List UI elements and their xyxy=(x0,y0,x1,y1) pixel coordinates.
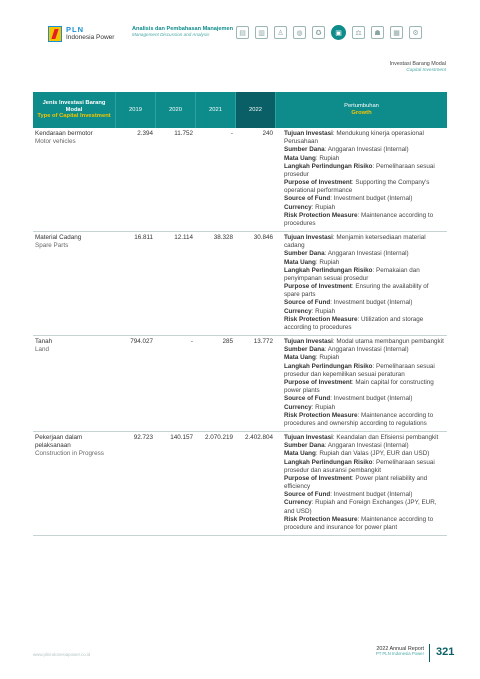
website-url[interactable]: www.plnindonesiapower.co.id xyxy=(33,652,91,657)
growth-line xyxy=(284,259,445,267)
growth-text: : Maintenance according to procedures and ownership according to regulations xyxy=(284,411,434,427)
growth-line xyxy=(284,308,445,316)
logo-subtitle: Indonesia Power xyxy=(66,33,115,41)
growth-label: Sumber Dana xyxy=(284,146,325,154)
growth-line xyxy=(284,395,445,403)
table-row xyxy=(33,232,447,336)
growth-label: Mata Uang xyxy=(284,258,316,266)
growth-cell xyxy=(276,128,447,231)
growth-label: Tujuan Investasi xyxy=(284,130,333,137)
company-logo[interactable] xyxy=(48,26,114,42)
value-cell-2022: 13.772 xyxy=(253,338,273,346)
type-name-id: Tanah xyxy=(35,338,53,346)
report-title xyxy=(376,646,424,657)
pln-logo-icon xyxy=(48,26,62,42)
growth-label: Langkah Perlindungan Risiko xyxy=(284,362,373,370)
type-name-en: Construction in Progress xyxy=(35,450,104,458)
type-cell xyxy=(33,232,116,335)
seal-icon[interactable]: ✪ xyxy=(312,26,325,39)
growth-line xyxy=(284,434,445,442)
growth-text: : Keandalan dan Efisiensi pembangkit xyxy=(332,434,439,442)
subheader-en: Capital Investment xyxy=(406,67,446,73)
subheader-id: Investasi Barang Modal xyxy=(389,61,446,67)
document-icon[interactable]: ▤ xyxy=(236,26,249,39)
header-growth-id: Pertumbuhan xyxy=(344,103,379,110)
growth-text: : Anggaran Investasi (Internal) xyxy=(324,442,409,450)
type-cell xyxy=(33,128,116,231)
growth-label: Purpose of Investment xyxy=(284,474,352,482)
growth-line xyxy=(284,250,445,258)
growth-text: : Anggaran Investasi (Internal) xyxy=(324,146,409,154)
growth-text: : Rupiah xyxy=(311,307,336,315)
type-name-id: Pekerjaan dalam pelaksanaan xyxy=(35,434,83,450)
value-cell-2020: 11.752 xyxy=(174,130,193,137)
growth-cell xyxy=(276,232,447,335)
growth-line xyxy=(284,155,445,163)
growth-line xyxy=(284,204,445,212)
growth-line xyxy=(284,346,445,354)
growth-label: Currency xyxy=(284,403,312,411)
growth-text: : Pemeliharaan sesuai prosedur dan kepemilikan sesuai peraturan xyxy=(284,362,435,378)
community-icon[interactable]: ☗ xyxy=(371,26,384,39)
table-row xyxy=(33,128,447,232)
footer-divider xyxy=(429,644,430,662)
growth-label: Langkah Perlindungan Risiko xyxy=(284,458,373,466)
growth-label: Purpose of Investment xyxy=(284,283,352,291)
report-title-main: 2022 Annual Report xyxy=(376,646,424,652)
growth-label: Sumber Dana xyxy=(284,250,325,258)
table-row xyxy=(33,336,447,432)
growth-label: Risk Protection Measure xyxy=(284,411,358,419)
growth-line xyxy=(284,338,445,346)
growth-label: Langkah Perlindungan Risiko xyxy=(284,266,373,274)
growth-text: : Investment budget (Internal) xyxy=(330,299,413,307)
growth-cell xyxy=(276,432,447,535)
growth-label: Source of Fund xyxy=(284,299,331,307)
growth-label: Source of Fund xyxy=(284,491,331,499)
growth-text: : Rupiah dan Valas (JPY, EUR dan USD) xyxy=(315,450,430,458)
growth-text: : Rupiah xyxy=(315,354,340,362)
growth-line xyxy=(284,163,445,179)
growth-label: Sumber Dana xyxy=(284,442,325,450)
value-cell-2019: 794.027 xyxy=(130,338,153,346)
growth-line xyxy=(284,299,445,307)
header-type-id: Jenis Investasi Barang Modal xyxy=(42,100,106,113)
value-cell-2019: 16.811 xyxy=(134,234,153,242)
type-cell xyxy=(33,336,116,431)
growth-cell xyxy=(276,336,447,431)
growth-text: : Mendukung kinerja operasional Perusahaan xyxy=(284,130,424,146)
header-growth-en: Growth xyxy=(351,110,372,116)
governance-icon[interactable]: ⚖ xyxy=(352,26,365,39)
value-cell-2020: 140.157 xyxy=(170,434,193,442)
growth-line xyxy=(284,195,445,203)
growth-line xyxy=(284,516,445,532)
chapter-nav xyxy=(236,26,422,40)
growth-label: Tujuan Investasi xyxy=(284,338,333,346)
growth-text: : Rupiah xyxy=(311,403,336,411)
value-cell-2021: 38.328 xyxy=(213,234,233,242)
analysis-icon[interactable]: ▣ xyxy=(331,25,346,40)
growth-text: : Rupiah xyxy=(315,154,340,162)
page-subheader xyxy=(390,62,446,73)
report-icon[interactable]: ▦ xyxy=(390,26,403,39)
table-body xyxy=(33,128,447,536)
growth-label: Currency xyxy=(284,203,312,211)
growth-text: : Maintenance according to procedures xyxy=(284,211,434,227)
growth-label: Tujuan Investasi xyxy=(284,234,333,242)
growth-label: Currency xyxy=(284,307,312,315)
gear-icon[interactable]: ⚙ xyxy=(409,26,422,39)
growth-text: : Pemeliharaan sesuai prosedur xyxy=(284,162,435,178)
page-header xyxy=(0,0,480,60)
growth-text: : Pemakaian dan penyimpanan sesuai prosedur xyxy=(284,266,420,282)
growth-line xyxy=(284,316,445,332)
growth-text: : Investment budget (Internal) xyxy=(330,195,413,203)
growth-line xyxy=(284,475,445,491)
value-cell-2022: 30.846 xyxy=(253,234,273,242)
growth-line xyxy=(284,450,445,458)
type-name-en: Land xyxy=(35,346,50,354)
growth-label: Mata Uang xyxy=(284,450,316,458)
growth-line xyxy=(284,412,445,428)
growth-line xyxy=(284,179,445,195)
growth-text: : Supporting the Company's operational performance xyxy=(284,179,430,195)
growth-label: Risk Protection Measure xyxy=(284,315,358,323)
growth-label: Mata Uang xyxy=(284,154,316,162)
growth-line xyxy=(284,354,445,362)
growth-text: : Rupiah xyxy=(315,258,340,266)
type-name-en: Motor vehicles xyxy=(35,138,76,146)
section-title xyxy=(132,26,233,37)
growth-label: Sumber Dana xyxy=(284,346,325,354)
growth-label: Mata Uang xyxy=(284,354,316,362)
growth-line xyxy=(284,459,445,475)
growth-text: : Pemeliharaan sesuai prosedur dan asuransi pembangkit xyxy=(284,458,435,474)
growth-line xyxy=(284,442,445,450)
growth-text: : Investment budget (Internal) xyxy=(330,395,413,403)
header-type xyxy=(33,92,116,128)
table-header xyxy=(33,92,447,128)
growth-label: Langkah Perlindungan Risiko xyxy=(284,162,373,170)
growth-text: : Main capital for constructing power plants xyxy=(284,378,434,395)
growth-label: Purpose of Investment xyxy=(284,378,352,386)
globe-icon[interactable]: ◍ xyxy=(293,26,306,39)
building-icon[interactable]: ▥ xyxy=(255,26,268,39)
growth-text: : Anggaran Investasi (Internal) xyxy=(324,250,409,258)
section-title-id: Analisis dan Pembahasan Manajemen xyxy=(132,26,234,32)
report-title-sub: PT PLN Indonesia Power xyxy=(375,651,424,657)
header-year-2019: 2019 xyxy=(116,92,156,128)
page-number: 321 xyxy=(436,646,455,658)
capital-investment-table xyxy=(33,92,447,536)
header-year-2020: 2020 xyxy=(156,92,196,128)
logo-name: PLN xyxy=(66,25,84,34)
growth-label: Risk Protection Measure xyxy=(284,515,358,523)
growth-line xyxy=(284,212,445,228)
growth-label: Purpose of Investment xyxy=(284,179,352,187)
type-name-id: Kendaraan bermotor xyxy=(35,130,93,137)
growth-text: : Menjamin ketersediaan material cadang xyxy=(284,234,426,250)
growth-text: : Investment budget (Internal) xyxy=(330,491,413,499)
growth-line xyxy=(284,130,445,146)
growth-label: Source of Fund xyxy=(284,395,331,403)
growth-text: : Modal utama membangun pembangkit xyxy=(332,338,444,346)
type-cell xyxy=(33,432,116,535)
growth-text: : Maintenance according to procedure and insurance for power plant xyxy=(284,515,434,531)
growth-label: Risk Protection Measure xyxy=(284,211,358,219)
growth-text: : Rupiah xyxy=(311,203,336,211)
growth-line xyxy=(284,379,445,395)
person-icon[interactable]: ♙ xyxy=(274,26,287,39)
header-year-2022: 2022 xyxy=(236,92,276,128)
section-title-en: Management Discussion and Analysis xyxy=(132,32,210,38)
value-cell-2022: 240 xyxy=(262,130,273,137)
value-cell-2020: 12.114 xyxy=(174,234,193,242)
growth-text: : Utilization and storage according to procedures xyxy=(284,315,424,331)
growth-text: : Rupiah and Foreign Exchanges (JPY, EUR, and USD) xyxy=(284,499,437,515)
growth-line xyxy=(284,283,445,299)
growth-line xyxy=(284,491,445,499)
value-cell-2021: 2.070.219 xyxy=(204,434,233,442)
growth-label: Currency xyxy=(284,499,312,507)
header-growth xyxy=(276,92,447,128)
growth-line xyxy=(284,146,445,154)
growth-label: Source of Fund xyxy=(284,195,331,203)
header-type-en: Type of Capital Investment xyxy=(37,113,111,120)
type-name-en: Spare Parts xyxy=(35,242,69,250)
growth-line xyxy=(284,363,445,379)
value-cell-2021: 285 xyxy=(222,338,233,346)
value-cell-2019: 2.394 xyxy=(137,130,153,137)
growth-label: Tujuan Investasi xyxy=(284,434,333,442)
value-cell-2021: - xyxy=(230,130,233,137)
value-cell-2020: - xyxy=(190,338,193,346)
growth-line xyxy=(284,404,445,412)
growth-text: : Anggaran Investasi (Internal) xyxy=(324,346,409,354)
growth-line xyxy=(284,499,445,515)
value-cell-2022: 2.402.804 xyxy=(244,434,273,442)
table-row xyxy=(33,432,447,536)
growth-line xyxy=(284,267,445,283)
header-year-2021: 2021 xyxy=(196,92,236,128)
growth-text: : Ensuring the availability of spare parts xyxy=(284,283,429,299)
type-name-id: Material Cadang xyxy=(35,234,82,242)
value-cell-2019: 92.723 xyxy=(133,434,153,442)
growth-text: : Power plant reliability and efficiency xyxy=(284,474,428,491)
growth-line xyxy=(284,234,445,250)
